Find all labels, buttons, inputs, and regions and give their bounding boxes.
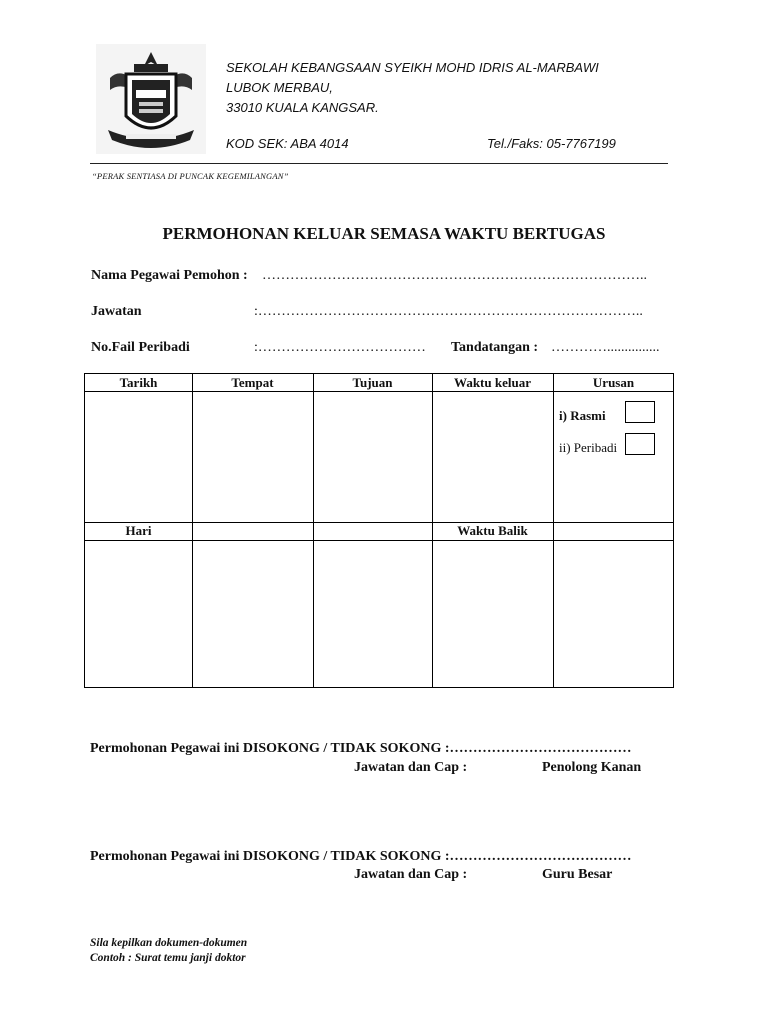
- urusan-personal-checkbox[interactable]: [625, 433, 655, 455]
- address-line-1: LUBOK MERBAU,: [226, 80, 333, 95]
- role-1: Penolong Kanan: [542, 760, 642, 775]
- school-crest-logo: [96, 44, 206, 154]
- school-name: SEKOLAH KEBANGSAAN SYEIKH MOHD IDRIS AL-MARBAWI: [226, 60, 599, 75]
- header-waktu-keluar: Waktu keluar: [454, 375, 531, 390]
- header-tempat: Tempat: [231, 375, 274, 390]
- header-urusan: Urusan: [592, 375, 635, 390]
- stamp-label-2: Jawatan dan Cap :: [354, 867, 468, 882]
- role-2: Guru Besar: [542, 867, 613, 882]
- header-hari: Hari: [125, 523, 152, 538]
- urusan-personal-label: ii) Peribadi: [559, 440, 618, 455]
- support-statement-1[interactable]: Permohonan Pegawai ini DISOKONG / TIDAK SOKONG :…………………………………: [90, 741, 632, 756]
- motto: “PERAK SENTIASA DI PUNCAK KEGEMILANGAN”: [92, 171, 289, 181]
- address-line-2: 33010 KUALA KANGSAR.: [226, 100, 379, 115]
- file-number-field[interactable]: :………………………………: [254, 340, 426, 355]
- header-waktu-balik: Waktu Balik: [457, 523, 528, 538]
- note-line-2: Contoh : Surat temu janji doktor: [90, 952, 246, 964]
- name-label: Nama Pegawai Pemohon :: [91, 268, 248, 283]
- phone-fax: Tel./Faks: 05-7767199: [487, 136, 616, 151]
- position-field[interactable]: :………………………………………………………………………..: [254, 304, 643, 319]
- form-title: PERMOHONAN KELUAR SEMASA WAKTU BERTUGAS: [162, 224, 606, 243]
- school-code: KOD SEK: ABA 4014: [226, 136, 349, 151]
- leave-details-table: [84, 373, 674, 688]
- position-label: Jawatan: [91, 304, 142, 319]
- urusan-official-label: i) Rasmi: [559, 408, 606, 423]
- header-tujuan: Tujuan: [352, 375, 393, 390]
- header-tarikh: Tarikh: [119, 375, 158, 390]
- note-line-1: Sila kepilkan dokumen-dokumen: [90, 937, 248, 949]
- signature-label: Tandatangan :: [451, 340, 539, 355]
- header-divider: [90, 163, 668, 164]
- file-number-label: No.Fail Peribadi: [91, 340, 190, 355]
- signature-field[interactable]: …………...............: [551, 340, 660, 355]
- name-field[interactable]: ………………………………………………………………………..: [262, 268, 647, 283]
- stamp-label-1: Jawatan dan Cap :: [354, 760, 468, 775]
- support-statement-2[interactable]: Permohonan Pegawai ini DISOKONG / TIDAK SOKONG :…………………………………: [90, 849, 632, 864]
- urusan-official-checkbox[interactable]: [625, 401, 655, 423]
